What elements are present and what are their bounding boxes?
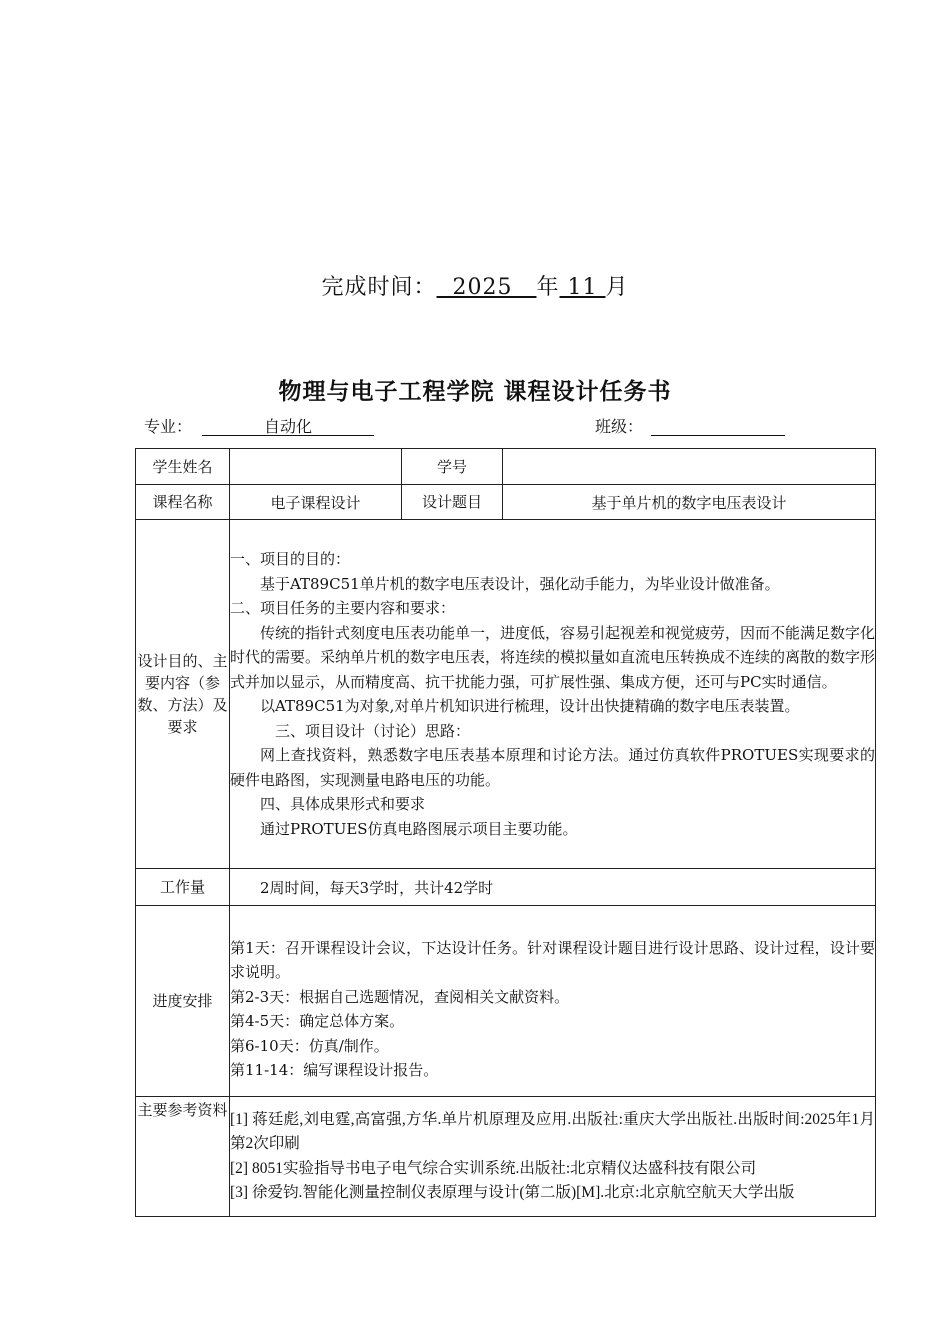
goal-paragraph: 传统的指针式刻度电压表功能单一，进度低，容易引起视差和视觉疲劳，因而不能满足数字化时代的需要。采纳单片机的数字电压表，将连续的模拟量如直流电压转换成不连续的离散的数字形式并加以显示，从而精度高、抗干扰能力强，可扩展性强、集成方便，还可与PC实时通信。 — [230, 623, 876, 691]
major-label: 专业： — [144, 417, 193, 436]
completion-label: 完成时间： — [321, 275, 437, 300]
student-id-value — [503, 449, 876, 485]
student-name-value — [230, 449, 402, 485]
goal-heading-1: 一、项目的目的： — [230, 550, 351, 568]
course-name-value: 电子课程设计 — [230, 485, 402, 520]
topic-value: 基于单片机的数字电压表设计 — [503, 485, 876, 520]
meta-line — [144, 414, 844, 438]
schedule-item: 第2-3天：根据自己选题情况，查阅相关文献资料。 — [230, 987, 570, 1006]
page-title: 物理与电子工程学院 课程设计任务书 — [278, 378, 672, 405]
completion-month: 11 — [567, 275, 598, 300]
completion-year: 2025 — [452, 275, 513, 300]
workload-label: 工作量 — [136, 869, 230, 906]
goal-label: 设计目的、主要内容（参数、方法）及要求 — [136, 520, 230, 869]
schedule-content — [230, 906, 876, 1097]
table-row — [136, 449, 876, 485]
course-name-label: 课程名称 — [136, 485, 230, 520]
student-id-label: 学号 — [402, 449, 503, 485]
topic-label: 设计题目 — [402, 485, 503, 520]
reference-item: [2] 8051实验指导书电子电气综合实训系统.出版社:北京精仪达盛科技有限公司 — [230, 1159, 757, 1177]
goal-paragraph: 基于AT89C51单片机的数字电压表设计，强化动手能力，为毕业设计做准备。 — [260, 574, 780, 593]
goal-heading-2: 二、项目任务的主要内容和要求： — [230, 599, 456, 617]
reference-item: [3] 徐爱钧.智能化测量控制仪表原理与设计(第二版)[M].北京:北京航空航天大学出版 — [230, 1184, 795, 1201]
schedule-item: 第6-10天：仿真/制作。 — [230, 1036, 389, 1055]
completion-month-unit: 月 — [605, 275, 629, 300]
class-label: 班级： — [595, 417, 644, 436]
table-row — [136, 906, 876, 1097]
goal-content — [230, 520, 876, 869]
goal-paragraph: 通过PROTUES仿真电路图展示项目主要功能。 — [260, 819, 578, 838]
reference-item: [1] 蒋廷彪,刘电霆,高富强,方华.单片机原理及应用.出版社:重庆大学出版社.出版时间:2025年1月第2次印刷 — [230, 1110, 875, 1152]
class-value — [651, 414, 785, 436]
refs-label: 主要参考资料 — [136, 1097, 230, 1217]
goal-heading-3: 三、项目设计（讨论）思路： — [275, 721, 471, 740]
completion-time — [0, 270, 950, 301]
schedule-item: 第11-14：编写课程设计报告。 — [230, 1061, 439, 1079]
schedule-label: 进度安排 — [136, 906, 230, 1097]
schedule-item: 第4-5天：确定总体方案。 — [230, 1012, 405, 1030]
table-row — [136, 1097, 876, 1217]
student-name-label: 学生姓名 — [136, 449, 230, 485]
task-table — [135, 448, 876, 1217]
table-row — [136, 485, 876, 520]
goal-heading-4: 四、具体成果形式和要求 — [260, 795, 426, 813]
goal-paragraph: 以AT89C51为对象,对单片机知识进行梳理，设计出快捷精确的数字电压表装置。 — [260, 697, 800, 715]
completion-year-unit: 年 — [536, 275, 560, 300]
refs-content — [230, 1097, 876, 1217]
schedule-item: 第1天：召开课程设计会议，下达设计任务。针对课程设计题目进行设计思路、设计过程，设计要求说明。 — [230, 938, 875, 981]
workload-value: 2周时间，每天3学时，共计42学时 — [230, 869, 876, 906]
major-value: 自动化 — [202, 414, 374, 436]
table-row — [136, 520, 876, 869]
table-row — [136, 869, 876, 906]
goal-paragraph: 网上查找资料，熟悉数字电压表基本原理和讨论方法。通过仿真软件PROTUES实现要求的硬件电路图，实现测量电路电压的功能。 — [230, 746, 875, 789]
